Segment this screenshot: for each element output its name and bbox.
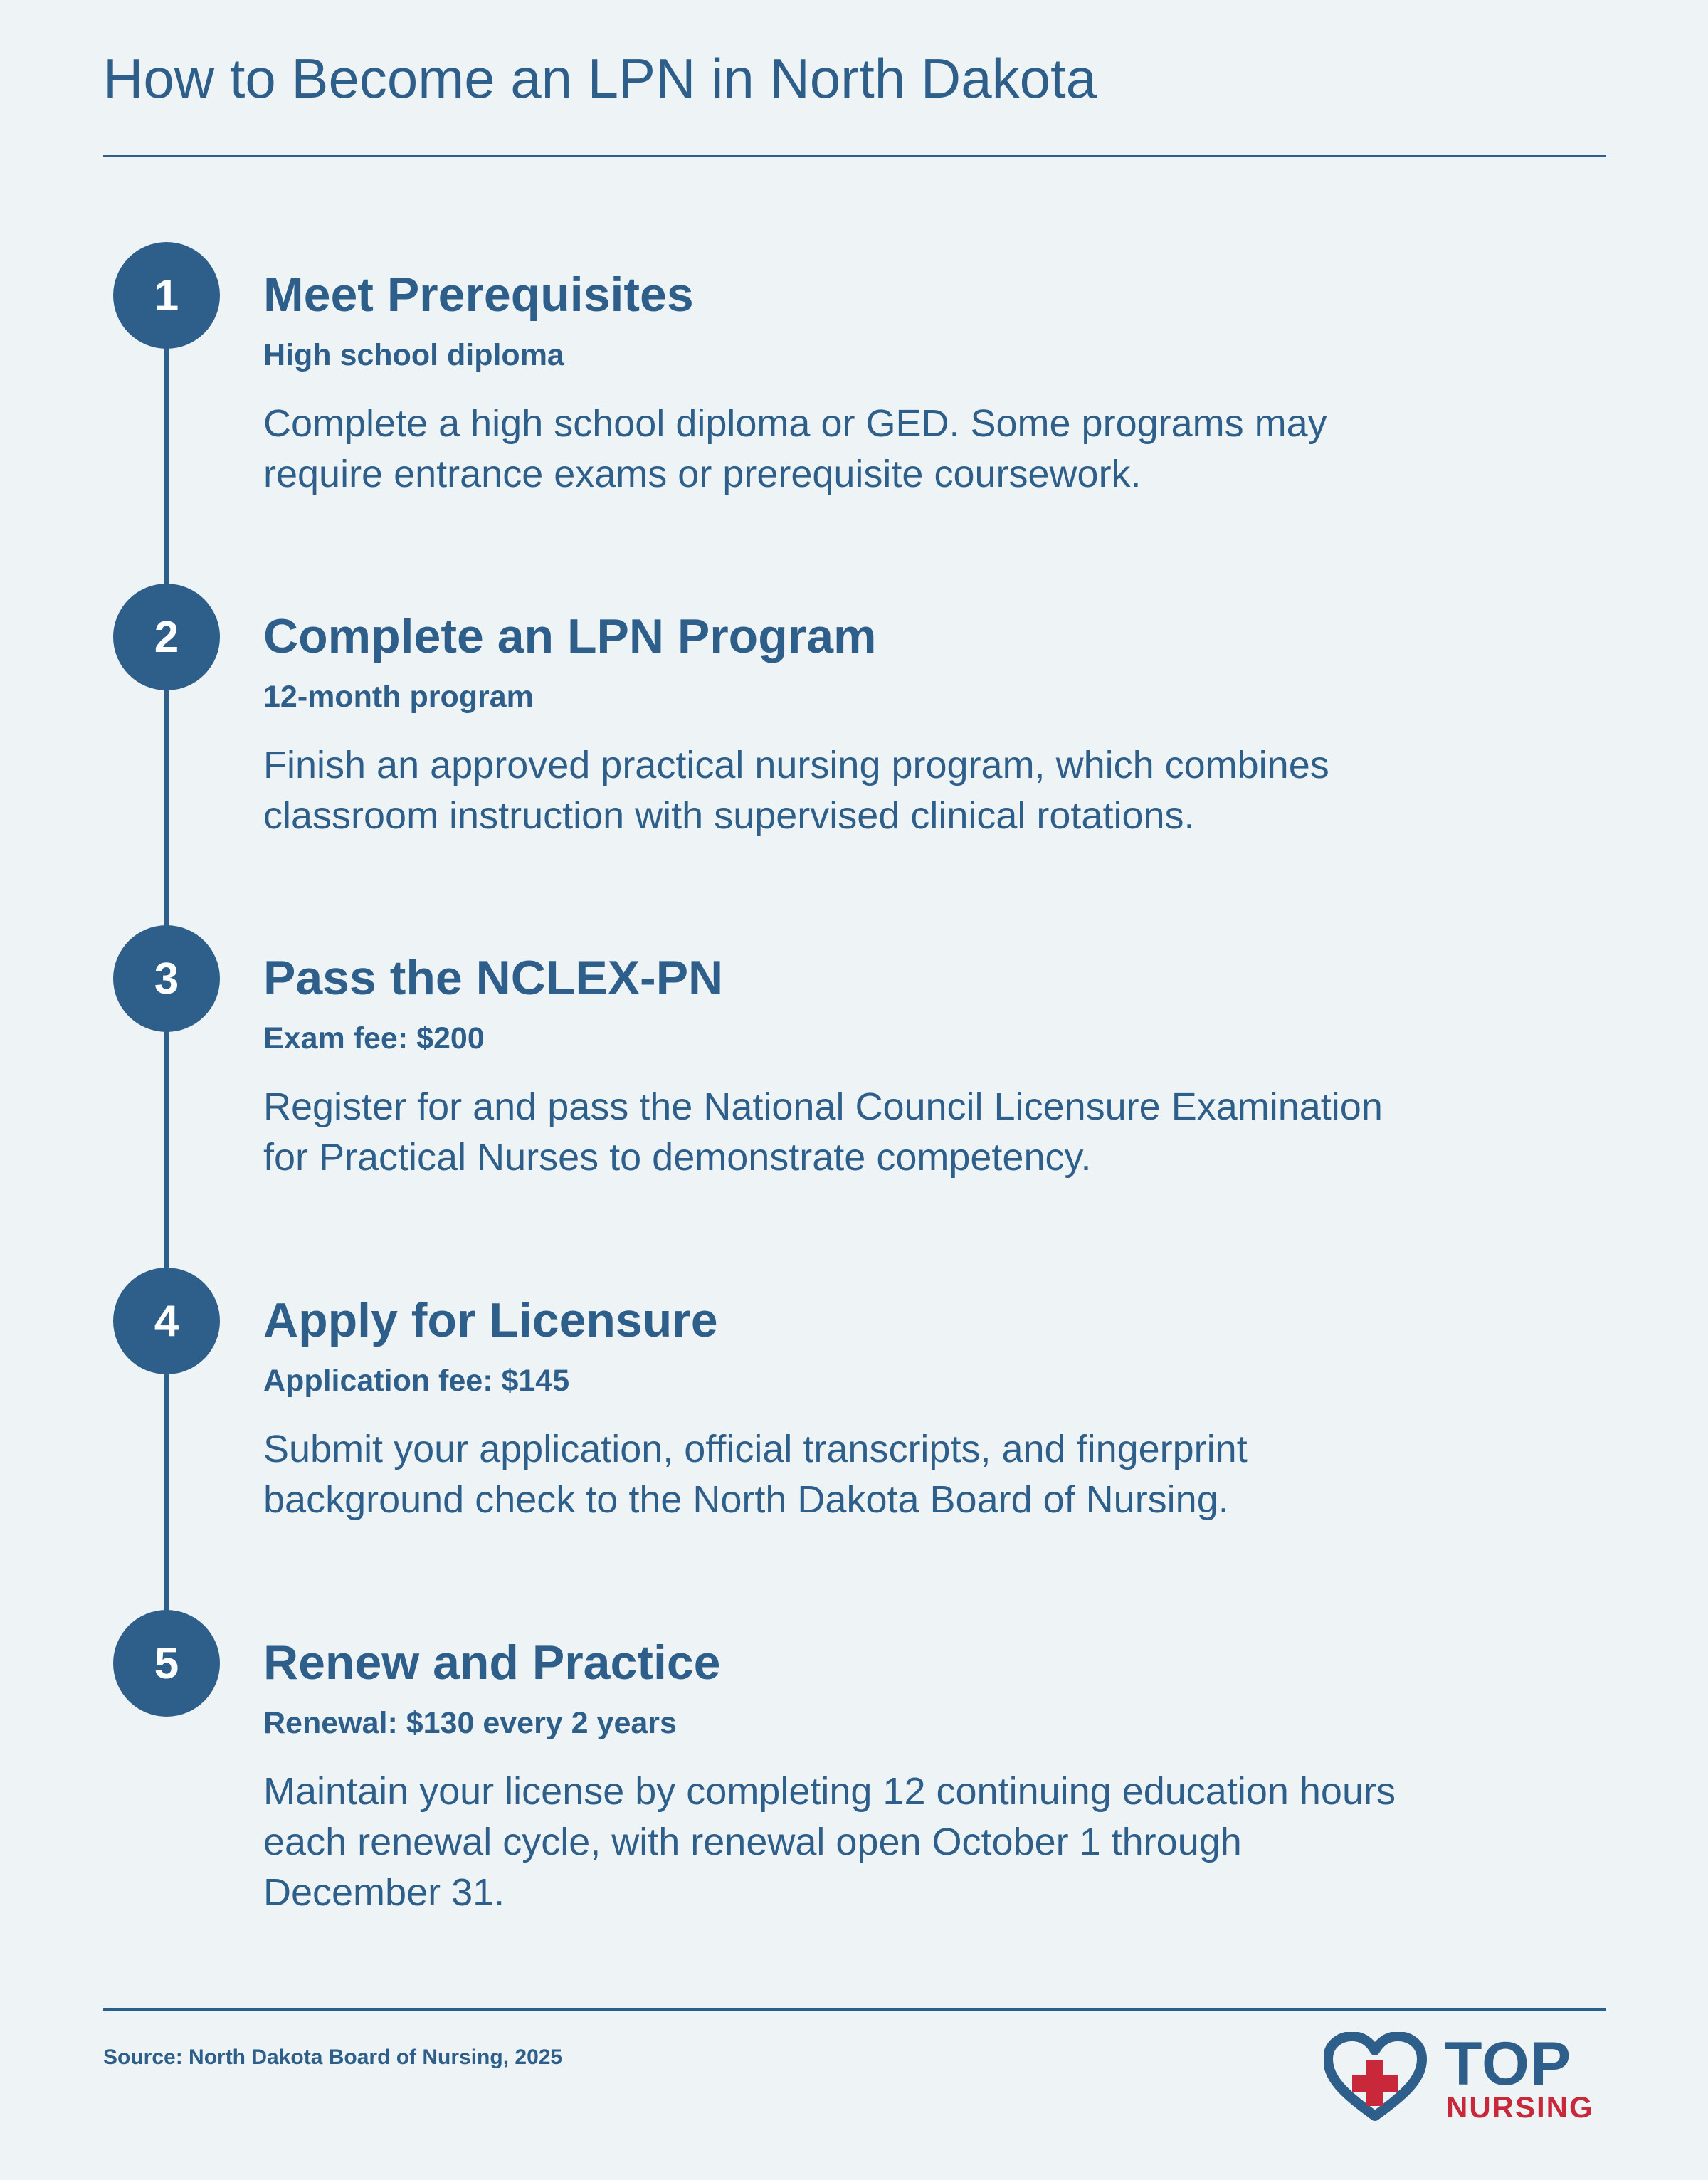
step-number-badge: 2 [113, 584, 220, 690]
step-number-badge: 5 [113, 1610, 220, 1717]
step-number-badge: 3 [113, 925, 220, 1032]
step-description: Maintain your license by completing 12 continuing education hours each renewal cycle, with renewal open October 1 through December 31. [263, 1770, 1396, 1914]
step-title: Meet Prerequisites [263, 268, 694, 322]
step-number-badge: 1 [113, 242, 220, 349]
step-subtitle: High school diploma [263, 338, 564, 372]
step-subtitle: Exam fee: $200 [263, 1021, 485, 1055]
step-description: Register for and pass the National Council Licensure Examination for Practical Nurses to demonstrate competency. [263, 1085, 1383, 1179]
step-title: Complete an LPN Program [263, 609, 877, 663]
step-subtitle: Renewal: $130 every 2 years [263, 1706, 677, 1740]
step-title: Pass the NCLEX-PN [263, 951, 724, 1005]
step-number-badge: 4 [113, 1268, 220, 1374]
step-description: Submit your application, official transcripts, and fingerprint background check to the North Dakota Board of Nursing. [263, 1428, 1248, 1521]
heart-cross-icon [1324, 2032, 1427, 2121]
step-subtitle: 12-month program [263, 680, 534, 714]
step-description: Finish an approved practical nursing program, which combines classroom instruction with supervised clinical rotations. [263, 744, 1329, 837]
header-divider [103, 155, 1606, 157]
source-citation: Source: North Dakota Board of Nursing, 2025 [103, 2045, 563, 2069]
logo-wordmark-top: TOP [1445, 2030, 1572, 2098]
step-title: Apply for Licensure [263, 1293, 718, 1347]
top-nursing-logo [1324, 2032, 1608, 2124]
step-description: Complete a high school diploma or GED. Some programs may require entrance exams or prerequisite coursework. [263, 402, 1327, 495]
footer-divider [103, 2008, 1606, 2011]
logo-wordmark-nursing: NURSING [1446, 2090, 1594, 2124]
step-subtitle: Application fee: $145 [263, 1364, 570, 1398]
page-title: How to Become an LPN in North Dakota [103, 47, 1097, 110]
step-title: Renew and Practice [263, 1636, 721, 1690]
